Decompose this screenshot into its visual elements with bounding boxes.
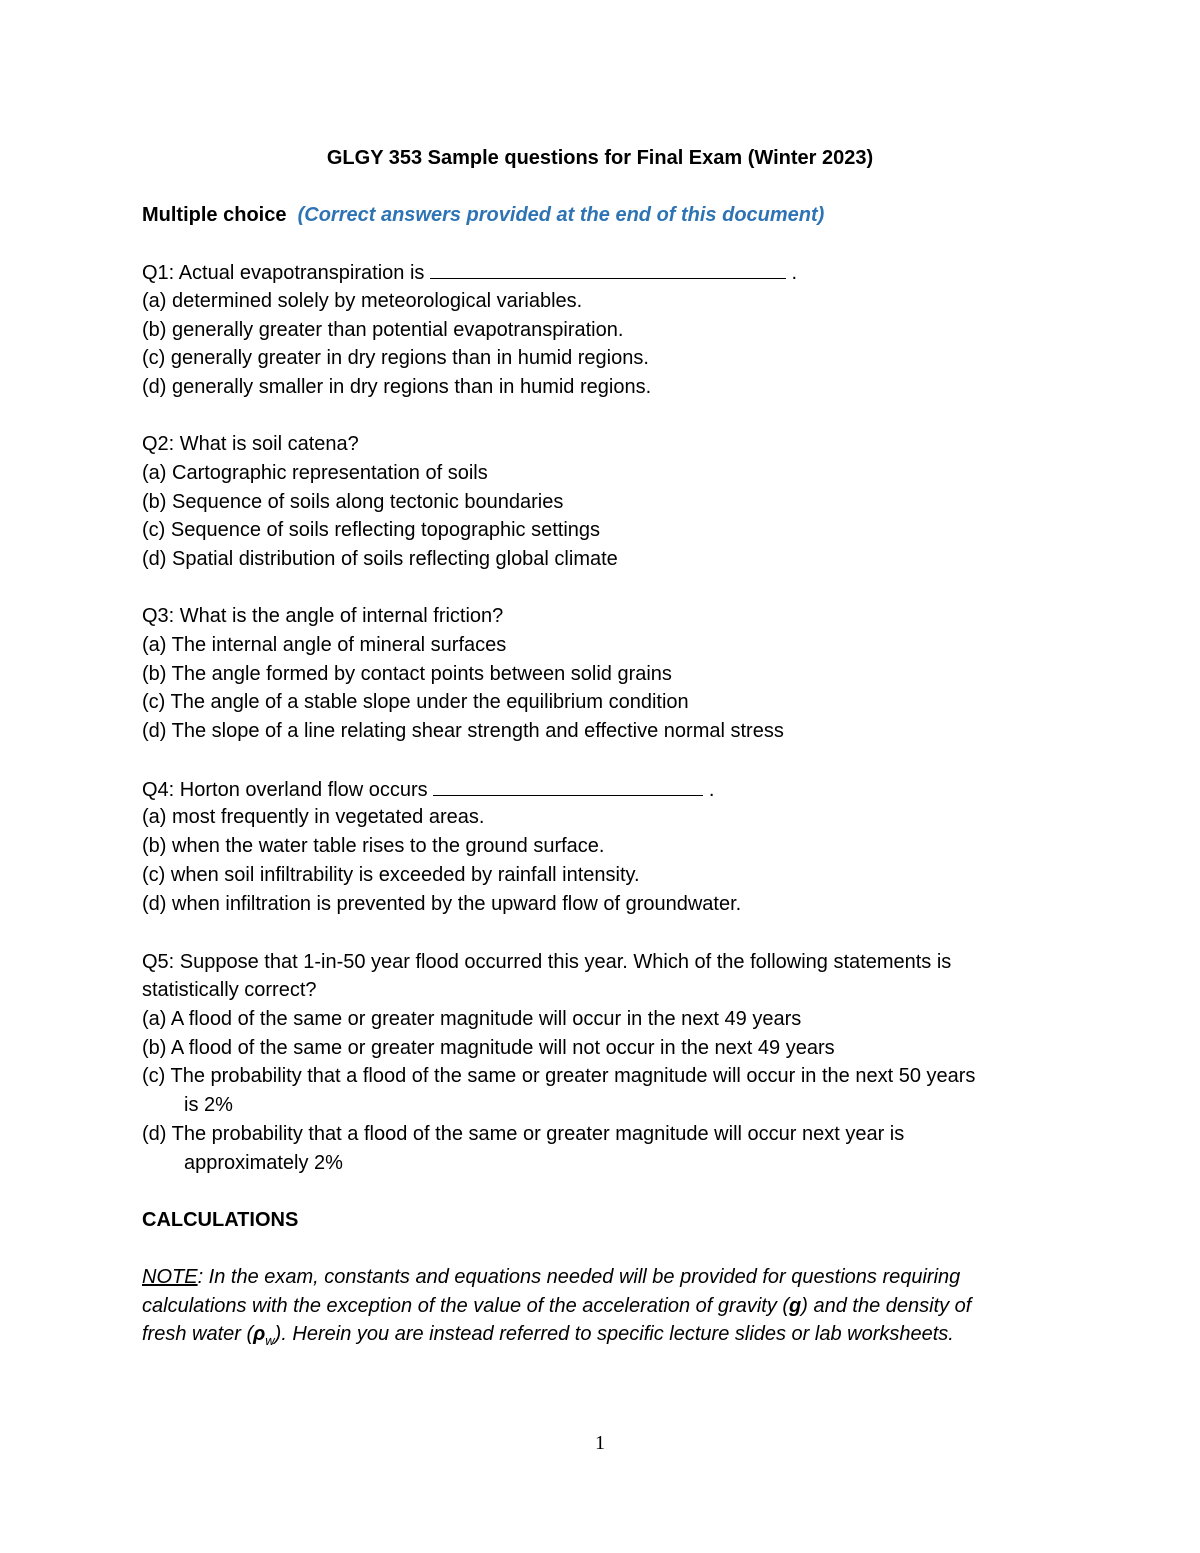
question-2-option-c: (c) Sequence of soils reflecting topographic settings	[142, 519, 601, 541]
question-5-option-c: (c) The probability that a flood of the same or greater magnitude will occur in the next 50 years	[142, 1065, 976, 1087]
question-5-option-c-cont: is 2%	[184, 1094, 233, 1116]
question-1-option-c: (c) generally greater in dry regions than in humid regions.	[142, 347, 649, 369]
question-suffix: .	[791, 262, 798, 284]
question-4-option-c: (c) when soil infiltrability is exceeded by rainfall intensity.	[142, 864, 640, 886]
question-5-option-a: (a) A flood of the same or greater magnitude will occur in the next 49 years	[142, 1008, 802, 1030]
note-text: fresh water (	[142, 1323, 254, 1345]
calc-note-line-3	[142, 1322, 954, 1353]
question-3-option-a: (a) The internal angle of mineral surfaces	[142, 634, 507, 656]
note-text: ). Herein you are instead referred to specific lecture slides or lab worksheets.	[274, 1323, 954, 1345]
gravity-symbol: g	[789, 1295, 802, 1317]
question-prompt: Q1: Actual evapotranspiration is	[142, 262, 425, 284]
question-2-option-a: (a) Cartographic representation of soils	[142, 462, 488, 484]
mc-answers-note: (Correct answers provided at the end of this document)	[297, 204, 825, 226]
note-label: NOTE	[142, 1266, 198, 1288]
question-4-option-b: (b) when the water table rises to the ground surface.	[142, 835, 605, 857]
question-1-prompt	[142, 260, 797, 285]
mc-heading: Multiple choice	[142, 204, 287, 226]
question-suffix: .	[708, 779, 715, 801]
document-title: GLGY 353 Sample questions for Final Exam (Winter 2023)	[326, 147, 874, 169]
note-text: ) and the density of	[801, 1295, 972, 1317]
question-5-prompt-line-1: Q5: Suppose that 1-in-50 year flood occurred this year. Which of the following statements is	[142, 951, 952, 973]
question-3-option-d: (d) The slope of a line relating shear strength and effective normal stress	[142, 720, 784, 742]
answer-blank	[433, 777, 703, 796]
question-1-option-a: (a) determined solely by meteorological variables.	[142, 290, 583, 312]
answer-blank	[430, 260, 786, 279]
calc-note-line-1	[142, 1265, 960, 1289]
question-4-option-d: (d) when infiltration is prevented by the upward flow of groundwater.	[142, 893, 742, 915]
page-number: 1	[595, 1432, 605, 1454]
density-subscript: w	[265, 1333, 275, 1348]
question-2-option-b: (b) Sequence of soils along tectonic boundaries	[142, 491, 564, 513]
question-5-option-d: (d) The probability that a flood of the same or greater magnitude will occur next year is	[142, 1123, 905, 1145]
question-3-prompt: Q3: What is the angle of internal friction?	[142, 605, 504, 627]
question-5-prompt-line-2: statistically correct?	[142, 979, 317, 1001]
question-5-option-d-cont: approximately 2%	[184, 1152, 343, 1174]
question-5-option-b: (b) A flood of the same or greater magnitude will not occur in the next 49 years	[142, 1037, 835, 1059]
note-text: calculations with the exception of the value of the acceleration of gravity (	[142, 1295, 790, 1317]
question-2-prompt: Q2: What is soil catena?	[142, 433, 359, 455]
question-prompt: Q4: Horton overland flow occurs	[142, 779, 428, 801]
note-text: : In the exam, constants and equations needed will be provided for questions requiring	[197, 1266, 961, 1288]
question-1-option-d: (d) generally smaller in dry regions than in humid regions.	[142, 376, 652, 398]
calc-note-line-2	[142, 1294, 971, 1318]
question-1-option-b: (b) generally greater than potential evapotranspiration.	[142, 319, 624, 341]
question-4-option-a: (a) most frequently in vegetated areas.	[142, 806, 485, 828]
question-3-option-b: (b) The angle formed by contact points between solid grains	[142, 663, 672, 685]
question-4-prompt	[142, 777, 714, 802]
calculations-heading: CALCULATIONS	[142, 1209, 299, 1231]
density-symbol: ρ	[253, 1323, 266, 1345]
mc-section-heading	[142, 203, 824, 227]
question-2-option-d: (d) Spatial distribution of soils reflecting global climate	[142, 548, 618, 570]
question-3-option-c: (c) The angle of a stable slope under the equilibrium condition	[142, 691, 689, 713]
